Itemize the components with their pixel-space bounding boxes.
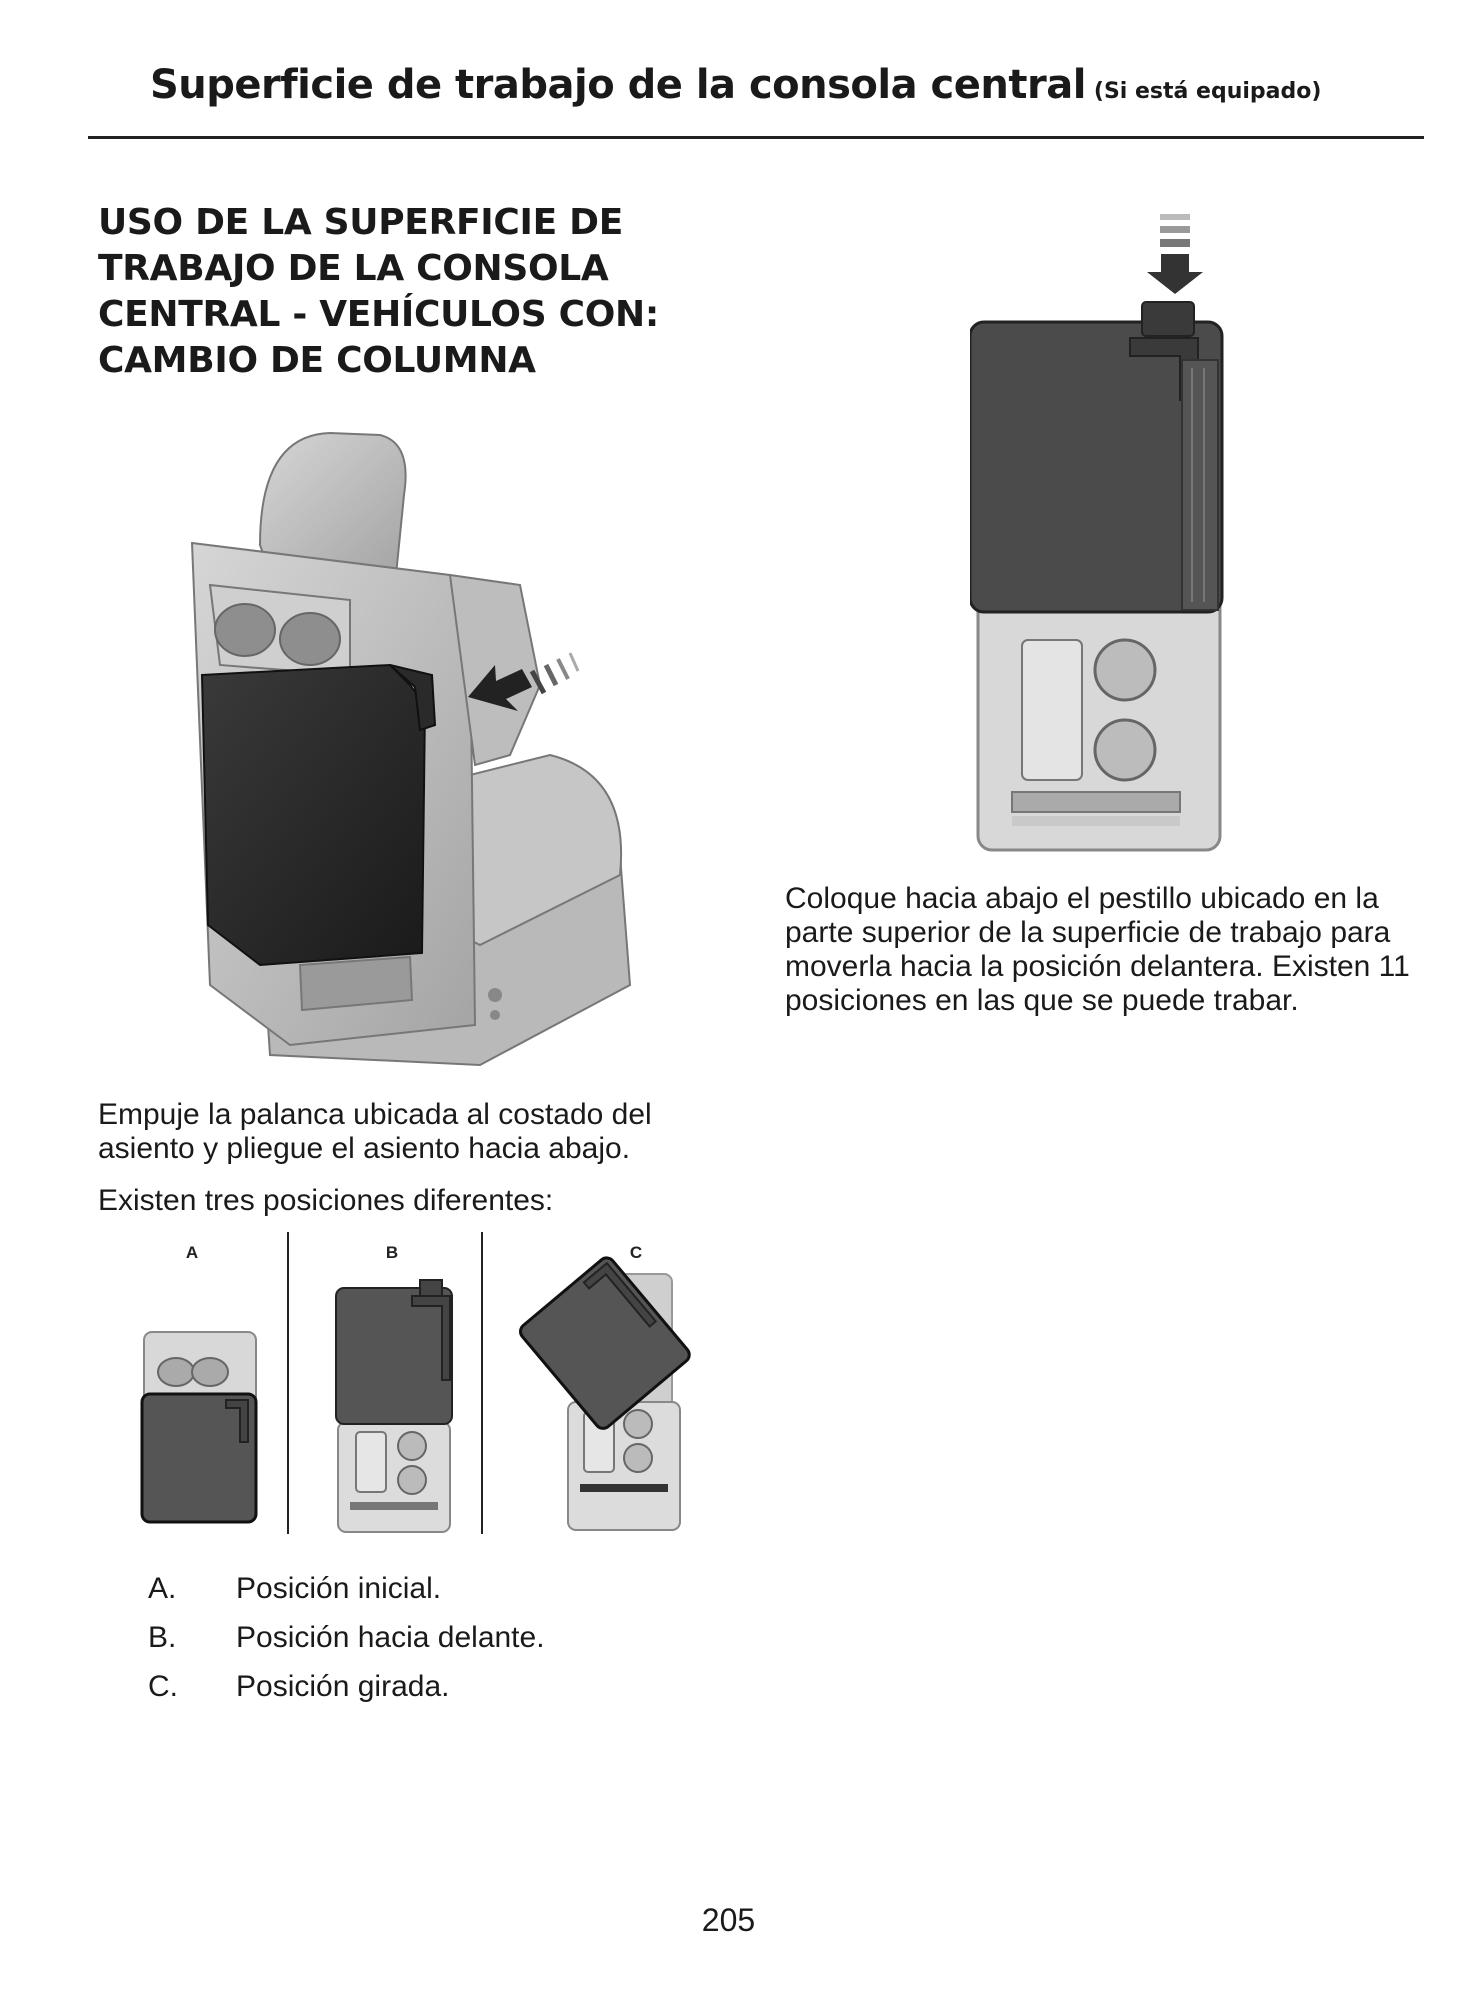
page-number: 205 <box>701 1902 756 1938</box>
legend-text: Posición inicial. <box>236 1572 442 1605</box>
seat-instruction: Empuje la palanca ubicada al costado del asiento y pliegue el asiento hacia abajo. <box>98 1098 652 1165</box>
legend-label: B. <box>148 1621 177 1654</box>
positions-legend <box>148 1572 545 1719</box>
down-arrow-icon <box>1147 214 1203 294</box>
positions-intro: Existen tres posiciones diferentes: <box>98 1184 554 1217</box>
position-b-drawing <box>336 1280 452 1532</box>
latch-instruction: Coloque hacia abajo el pestillo ubicado en la parte superior de la superficie de trabajo para moverla hacia la posición delantera. Existen 11 posiciones en las que se puede trabar. <box>785 882 1410 1017</box>
legend-text: Posición girada. <box>236 1670 450 1703</box>
legend-text: Posición hacia delante. <box>236 1621 545 1654</box>
page-header <box>150 62 1360 108</box>
section-heading: USO DE LA SUPERFICIE DE TRABAJO DE LA CONSOLA CENTRAL - VEHÍCULOS CON: CAMBIO DE COLUMNA <box>98 202 659 381</box>
position-c-drawing <box>517 1255 692 1530</box>
legend-item <box>148 1621 545 1670</box>
legend-item <box>148 1572 545 1621</box>
header-rule <box>88 136 1424 139</box>
legend-label: C. <box>148 1670 178 1703</box>
position-a-drawing <box>142 1332 256 1522</box>
legend-item <box>148 1670 545 1719</box>
figure-label-b: B <box>385 1243 399 1262</box>
figure-label-c: C <box>629 1243 643 1262</box>
header-subtitle: (Si está equipado) <box>1093 79 1322 104</box>
positions-figure <box>130 1232 710 1542</box>
figure-label-a: A <box>185 1243 199 1262</box>
legend-label: A. <box>148 1572 177 1605</box>
header-title: Superficie de trabajo de la consola central <box>150 62 1086 108</box>
seat-illustration <box>150 425 650 1075</box>
console-latch-illustration <box>970 210 1240 860</box>
